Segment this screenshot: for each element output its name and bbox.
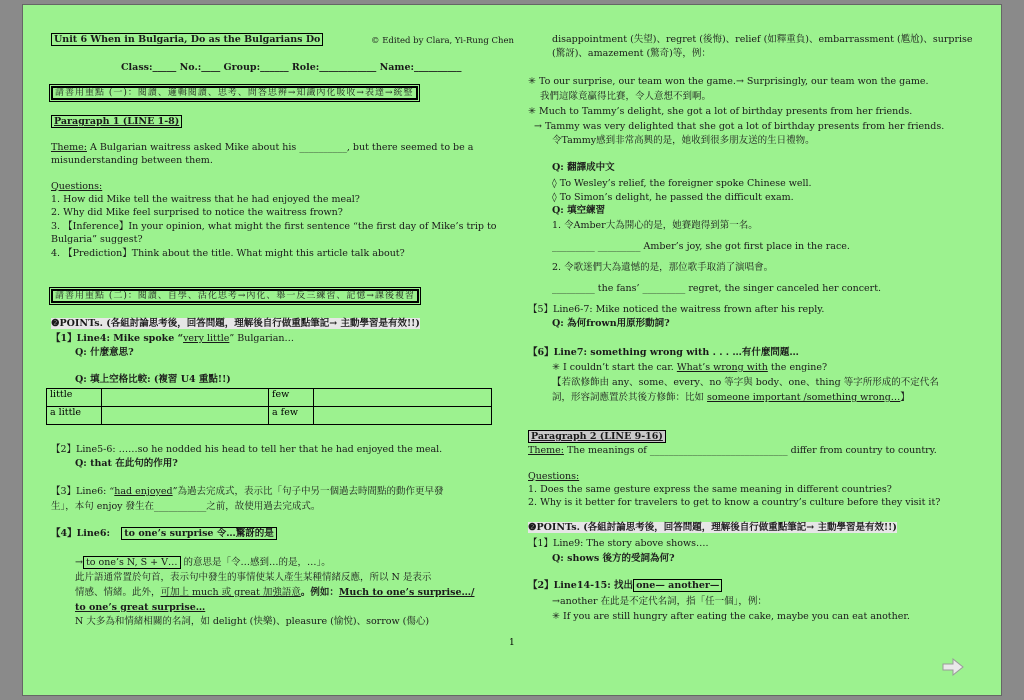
question-2: 2. Why did Mike feel surprised to notice the waitress frown? bbox=[51, 207, 343, 218]
class-line: Class:_____ No.:____ Group:______ Role:____________ Name:__________ bbox=[121, 62, 462, 73]
point-3-a: 【3】Line6: “ bbox=[51, 486, 115, 497]
question-3: 3. 【Inference】In your opinion, what might the first sentence “the first day of Mike’s trip to bbox=[51, 221, 497, 232]
point-4-meaning: 的意思是「令…感到…的是，…」。 bbox=[180, 557, 331, 568]
question-4: 4. 【Prediction】Think about the title. What might this article talk about? bbox=[51, 248, 405, 259]
question-1: 1. How did Mike tell the waitress that he had enjoyed the meal? bbox=[51, 194, 360, 205]
question-2-1: 1. Does the same gesture express the same meaning in different countries? bbox=[528, 484, 892, 495]
point-4-d: 此片語通常置於句首，表示句中發生的事情使某人產生某種情緒反應，所以 N 是表示 bbox=[75, 572, 432, 583]
point-2-2-d: ✳ If you are still hungry after eating the cake, maybe you can eat another. bbox=[552, 611, 910, 622]
table-cell-blank[interactable] bbox=[314, 389, 492, 407]
point-6-b: 【若欲修飾由 any、some、every、no 等字與 body、one、thing 等字所形成的不定代名 bbox=[552, 377, 939, 388]
point-3-d: 生」，本句 enjoy 發生在___________之前，故使用過去完成式。 bbox=[51, 501, 321, 512]
point-1-fill: Q: 填上空格比較: (複習 U4 重點!!) bbox=[75, 374, 231, 385]
point-2-1-question: Q: shows 後方的受詞為何? bbox=[552, 553, 675, 564]
point-2-2-b: one— another— bbox=[633, 579, 722, 592]
point-1-question: Q: 什麼意思? bbox=[75, 347, 134, 358]
point-6-c2: someone important /something wrong… bbox=[707, 392, 901, 403]
fill-1: 1. 令Amber大為開心的是，她賽跑得到第一名。 bbox=[552, 220, 758, 231]
point-6-a1: ✳ I couldn’t start the car. bbox=[552, 362, 677, 373]
question-2-2: 2. Why is it better for travelers to get to know a country’s culture before they visit it? bbox=[528, 497, 941, 508]
point-4-e1: 情感、情緒。此外， bbox=[75, 587, 161, 598]
example-1b: 我們這隊竟贏得比賽，令人意想不到啊。 bbox=[540, 91, 712, 102]
point-3-c: ”為過去完成式，表示比「句子中另一個過去時間點的動作更早發 bbox=[172, 486, 444, 497]
point-5: 【5】Line6-7: Mike noticed the waitress frown after his reply. bbox=[528, 304, 825, 315]
theme-text: A Bulgarian waitress asked Mike about his __________, but there seemed to be a bbox=[86, 142, 474, 153]
strategy-box-2: 請善用重點 (二)：閱讀、自學、活化思考→內化、舉一反三練習、記憶→課後複習 bbox=[51, 289, 419, 303]
translate-question: Q: 翻譯成中文 bbox=[552, 162, 615, 173]
point-2: 【2】Line5-6: ……so he nodded his head to tell her that he had enjoyed the meal. bbox=[51, 444, 443, 455]
example-1a: ✳ To our surprise, our team won the game.→ Surprisingly, our team won the game. bbox=[528, 76, 929, 87]
point-4-f: to one’s great surprise… bbox=[75, 602, 206, 613]
point-5-question: Q: 為何frown用原形動詞? bbox=[552, 318, 670, 329]
point-6: 【6】Line7: something wrong with . . . …有什麼問題… bbox=[528, 347, 799, 358]
points-heading: ❷POINTs. (各組討論思考後，回答問題，理解後自行做重點筆記→ 主動學習是有效!!) bbox=[51, 318, 420, 329]
point-4-a: 【4】Line6: bbox=[51, 528, 110, 539]
emotion-nouns-1: disappointment (失望)、regret (後悔)、relief (如釋重負)、embarrassment (尷尬)、surprise bbox=[552, 34, 973, 45]
table-cell: a little bbox=[47, 407, 102, 425]
point-2-1: 【1】Line9: The story above shows…. bbox=[528, 538, 709, 549]
point-4-g: N 大多為和情緒相關的名詞，如 delight (快樂)、pleasure (愉悅)、sorrow (傷心) bbox=[75, 616, 430, 627]
theme-2-text: The meanings of _____________________________ differ from country to country. bbox=[563, 445, 937, 456]
point-6-a2: What’s wrong with bbox=[676, 362, 768, 373]
questions-label: Questions: bbox=[51, 181, 103, 192]
point-2-2-a: 【2】Line14-15: 找出 bbox=[528, 580, 634, 591]
next-arrow-icon[interactable] bbox=[942, 658, 964, 676]
point-2-2-c: →another 在此是不定代名詞，指「任一個」，例： bbox=[552, 596, 767, 607]
example-2c: 令Tammy感到非常高興的是，她收到很多朋友送的生日禮物。 bbox=[552, 135, 815, 146]
point-4-b: to one’s surprise 令…驚訝的是 bbox=[121, 527, 277, 540]
fill-question: Q: 填空練習 bbox=[552, 205, 606, 216]
point-4-e3: 。例如： bbox=[300, 587, 339, 598]
point-6-c1: 詞，形容詞應置於其後方修飾：比如 bbox=[552, 392, 708, 403]
point-3-b: had enjoyed bbox=[114, 486, 173, 497]
fill-2-blank[interactable]: _________ the fans’ _________ regret, the singer canceled her concert. bbox=[552, 283, 882, 294]
example-2b: → Tammy was very delighted that she got a lot of birthday presents from her friends. bbox=[534, 121, 945, 132]
paragraph-1-heading: Paragraph 1 (LINE 1-8) bbox=[51, 115, 182, 128]
points-2-heading: ❷POINTs. (各組討論思考後，回答問題，理解後自行做重點筆記→ 主動學習是有效!!) bbox=[528, 522, 897, 533]
edited-by: © Edited by Clara, Yi-Rung Chen bbox=[371, 36, 514, 46]
table-cell-blank[interactable] bbox=[102, 389, 269, 407]
translate-2: ◊ To Simon’s delight, he passed the difficult exam. bbox=[552, 192, 794, 203]
question-3-cont: Bulgaria” suggest? bbox=[51, 234, 143, 245]
document-page: Unit 6 When in Bulgaria, Do as the Bulgarians Do © Edited by Clara, Yi-Rung Chen Class:_____ No.:____ Group:______ Role:____________ Name:__________ 請善用重點 (一)：閱讀、邏輯閱讀、思考、問答思辨→知識內化吸收→表達→統整 Paragraph 1 (LINE 1-8) Theme: A Bulgarian waitress asked Mike about his __________, but there seemed to be a misunderstanding between them. Questions: 1. How did Mike tell the waitress that he had enjoyed the meal? 2. Why did Mike feel surprised to notice the waitress frown? 3. 【Inference】In your opinion, what might the first sentence “the first day of Mike’s trip to Bulgaria” suggest? 4. 【Prediction】Think about the title. What might this article talk about? 請善用重點 (二)：閱讀、自學、活化思考→內化、舉一反三練習、記憶→課後複習 ❷POINTs. (各組討論思考後，回答問題，理解後自行做重點筆記→ 主動學習是有效!!) 【1】Line4: Mike spoke “very little” Bulgarian… Q: 什麼意思? Q: 填上空格比較: (複習 U4 重點!!) little few a little a few 【2】Line5-6: ……so he nodded his head to tell her that he had enjoyed the meal. Q: that 在此句的作用? 【3】Line6: “had enjoyed”為過去完成式，表示比「句子中另一個過去時間點的動作更早發 生」，本句 enjoy 發生在___________之前，故使用過去完成式。 【4】Line6: to one’s surprise 令…驚訝的是 → to one’s N, S + V… 的意思是「令…感到…的是，…」。 此片語通常置於句首，表示句中發生的事情使某人產生某種情緒反應，所以 N 是表示 情感、情緒。此外，可加上 much 或 great 加強語意。例如：Much to one’s surprise…/ to one’s great surprise… N 大多為和情緒相關的名詞，如 delight (快樂)、pleasure (愉悅)、sorrow (傷心) disappointment (失望)、regret (後悔)、relief (如釋重負)、embarrassment (尷尬)、surprise (驚訝)、amazement (驚奇)等，例： ✳ To our surprise, our team won the game.→ Surprisingly, our team won the game. 我們這隊竟贏得比賽，令人意想不到啊。 ✳ Much to Tammy’s delight, she got a lot of birthday presents from her friends. → Tammy was very delighted that she got a lot of birthday presents from her friends. 令Tammy感到非常高興的是，她收到很多朋友送的生日禮物。 Q: 翻譯成中文 ◊ To Wesley’s relief, the foreigner spoke Chinese well. ◊ To Simon’s delight, he passed the difficult exam. Q: 填空練習 1. 令Amber大為開心的是，她賽跑得到第一名。 _________ _________ Amber’s joy, she got first place in the race. 2. 令歌迷們大為遺憾的是，那位歌手取消了演唱會。 _________ the fans’ _________ regret, the singer canceled her concert. 【5】Line6-7: Mike noticed the waitress frown after his reply. Q: 為何frown用原形動詞? 【6】Line7: something wrong with . . . …有什麼問題… ✳ I couldn’t start the car. What’s wrong with the engine? 【若欲修飾由 any、some、every、no 等字與 body、one、thing 等字所形成的不定代名 詞，形容詞應置於其後方修飾：比如 someone important /something wrong…】 Paragraph 2 (LINE 9-16) Theme: The meanings of _____________________________ differ from country to country. Questions: 1. Does the same gesture express the same meaning in different countries? 2. Why is it better for travelers to get to know a country’s culture before they visit it? ❷POINTs. (各組討論思考後，回答問題，理解後自行做重點筆記→ 主動學習是有效!!) 【1】Line9: The story above shows…. Q: shows 後方的受詞為何? 【2】Line14-15: 找出 one— another— →another 在此是不定代名詞，指「任一個」，例： ✳ If you are still hungry after eating the cake, maybe you can eat another. 1 bbox=[22, 4, 1002, 696]
theme-2-label: Theme: bbox=[528, 445, 564, 456]
point-1-c: ” Bulgarian… bbox=[229, 333, 294, 344]
unit-title: Unit 6 When in Bulgaria, Do as the Bulgarians Do bbox=[51, 33, 323, 46]
questions-2-label: Questions: bbox=[528, 471, 580, 482]
fill-1-blank[interactable]: _________ _________ Amber’s joy, she got first place in the race. bbox=[552, 241, 850, 252]
point-4-e4: Much to one’s surprise…/ bbox=[338, 587, 475, 598]
comparison-table bbox=[46, 388, 492, 425]
theme-label: Theme: bbox=[51, 142, 87, 153]
point-6-a3: the engine? bbox=[767, 362, 828, 373]
example-2a: ✳ Much to Tammy’s delight, she got a lot of birthday presents from her friends. bbox=[528, 106, 913, 117]
strategy-box-1: 請善用重點 (一)：閱讀、邏輯閱讀、思考、問答思辨→知識內化吸收→表達→統整 bbox=[51, 86, 418, 100]
table-cell-blank[interactable] bbox=[102, 407, 269, 425]
point-2-question: Q: that 在此句的作用? bbox=[75, 458, 178, 469]
point-1-a: 【1】Line4: Mike spoke “ bbox=[51, 333, 184, 344]
fill-2: 2. 令歌迷們大為遺憾的是，那位歌手取消了演唱會。 bbox=[552, 262, 774, 273]
emotion-nouns-2: (驚訝)、amazement (驚奇)等，例： bbox=[552, 48, 711, 59]
table-cell: a few bbox=[269, 407, 314, 425]
table-row bbox=[47, 407, 492, 425]
point-6-c3: 】 bbox=[900, 392, 910, 403]
point-4-e2: 可加上 much 或 great 加強語意 bbox=[160, 587, 301, 598]
table-cell-blank[interactable] bbox=[314, 407, 492, 425]
table-cell: little bbox=[47, 389, 102, 407]
translate-1: ◊ To Wesley’s relief, the foreigner spoke Chinese well. bbox=[552, 178, 812, 189]
point-4-formula: to one’s N, S + V… bbox=[83, 556, 181, 569]
page-number: 1 bbox=[509, 638, 515, 648]
theme-text-2: misunderstanding between them. bbox=[51, 155, 213, 166]
table-cell: few bbox=[269, 389, 314, 407]
table-row bbox=[47, 389, 492, 407]
point-1-b: very little bbox=[183, 333, 230, 344]
paragraph-2-heading: Paragraph 2 (LINE 9-16) bbox=[528, 430, 666, 443]
